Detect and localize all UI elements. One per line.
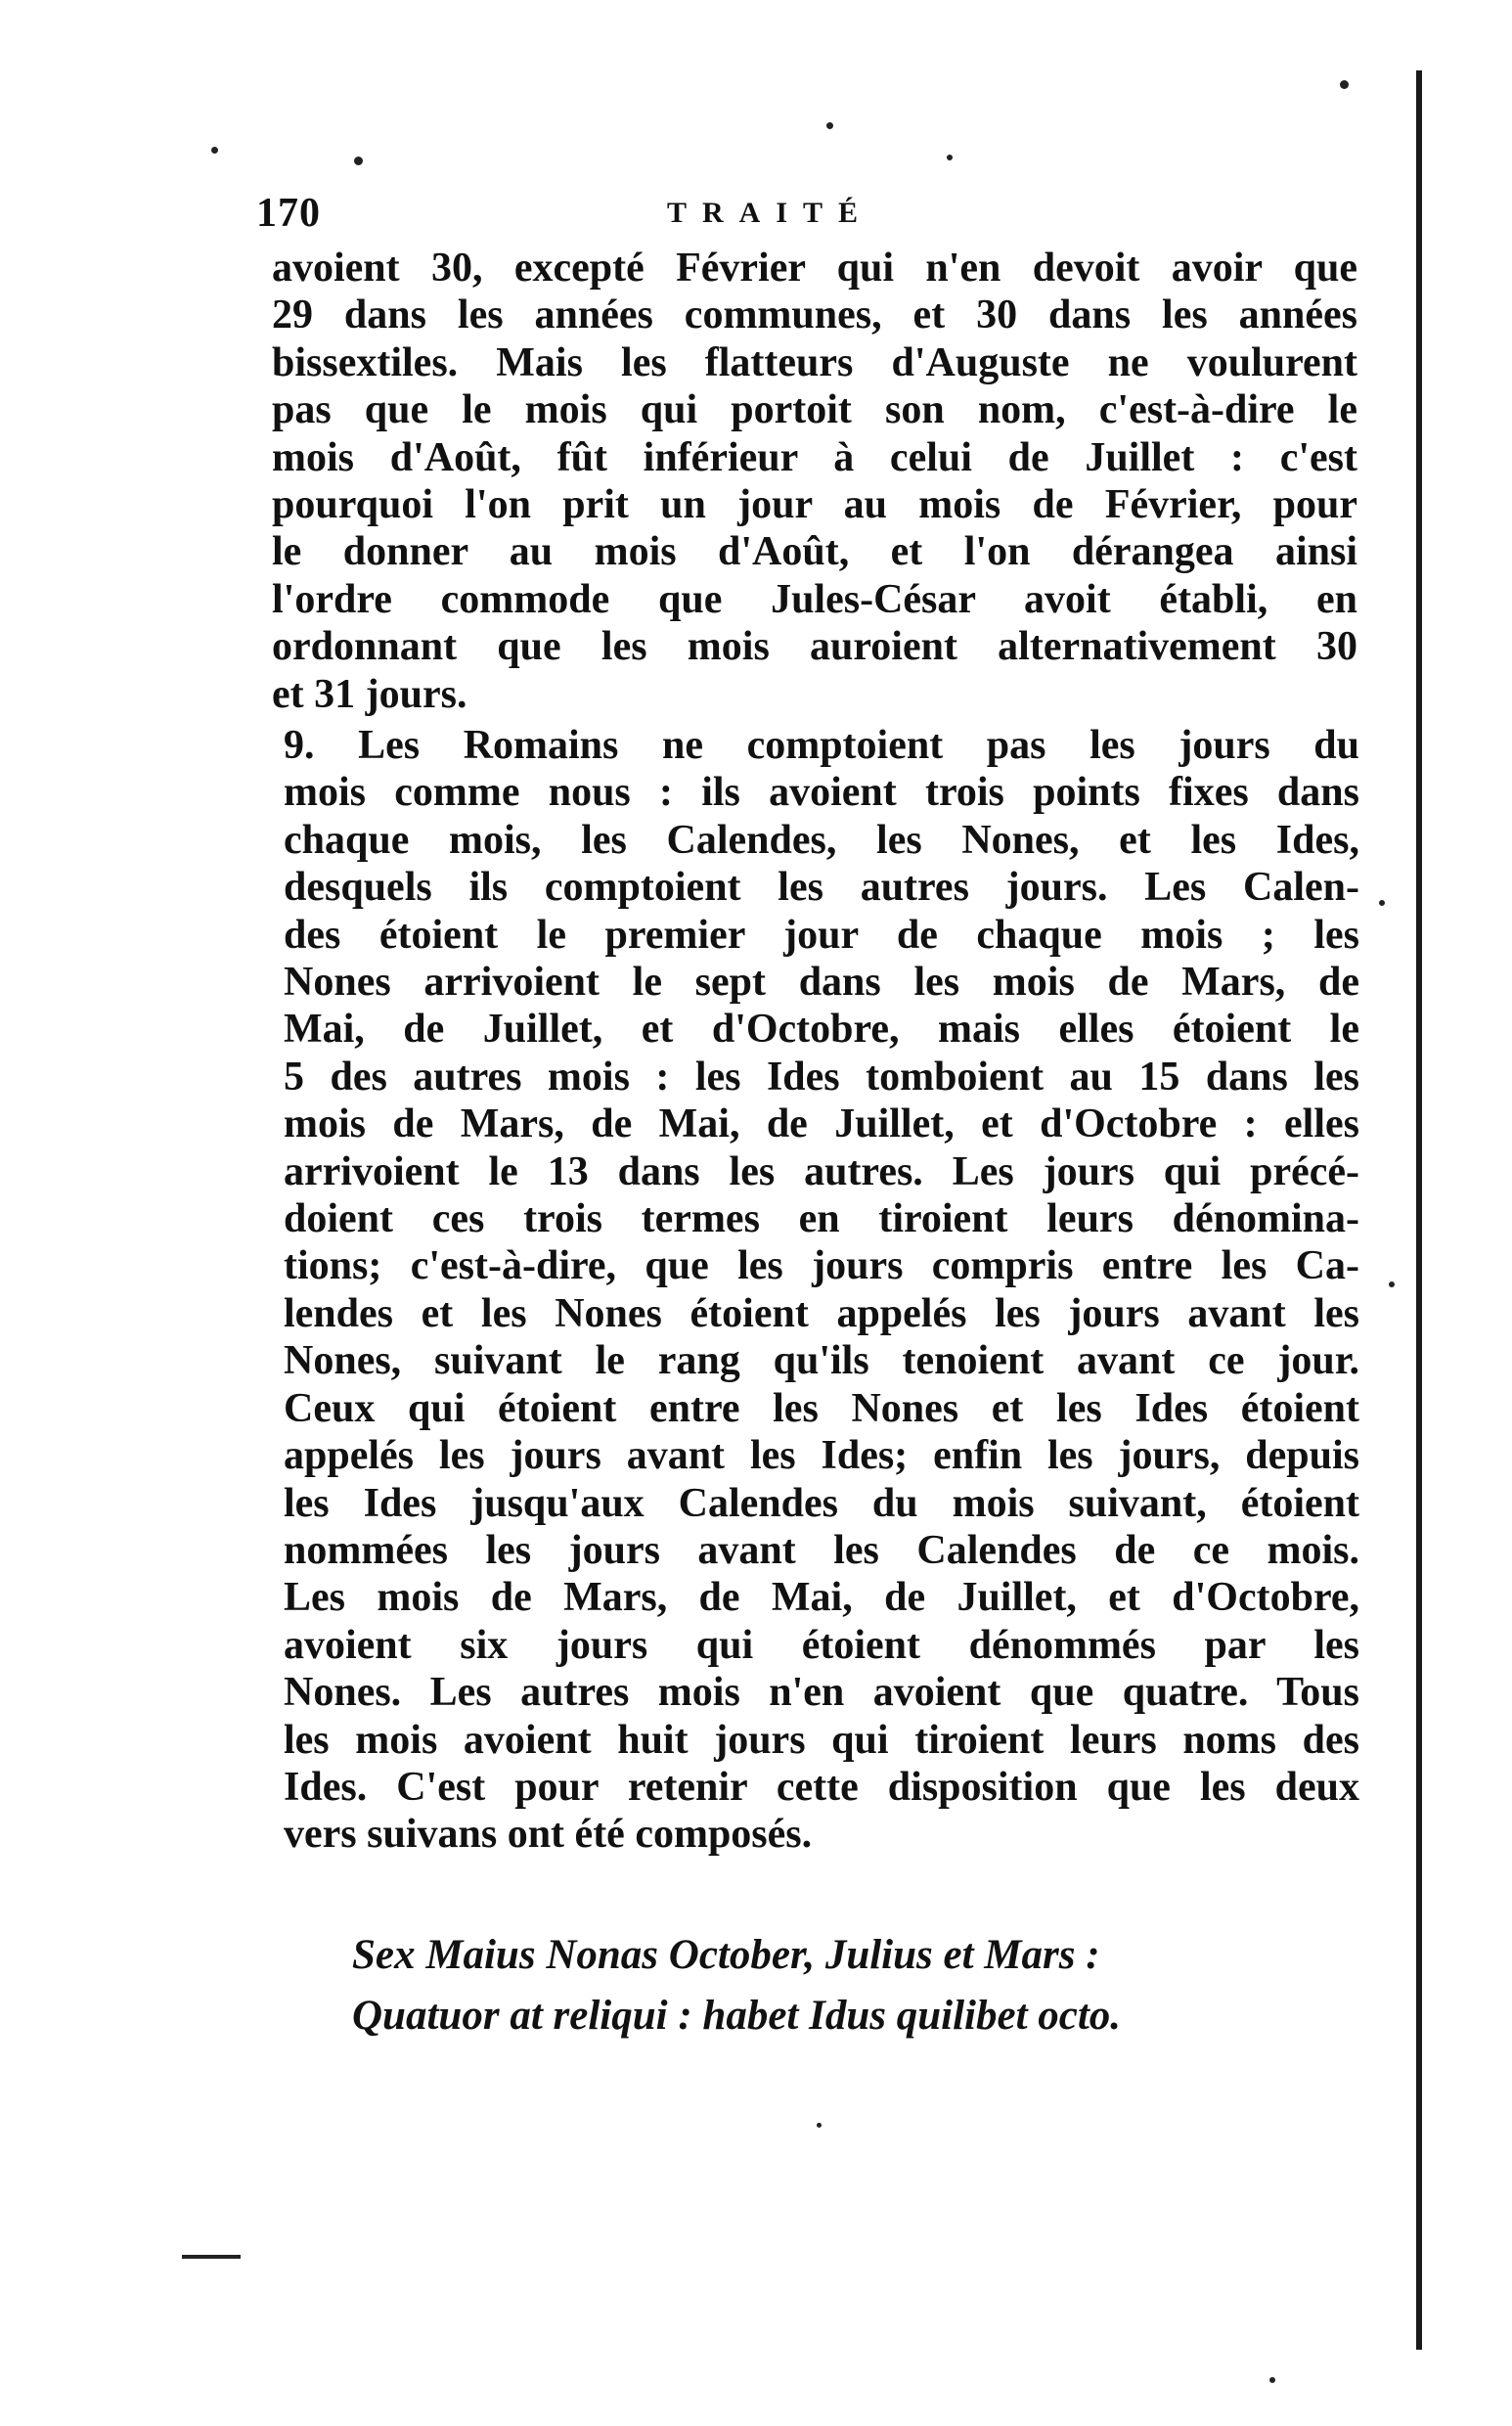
text-line: Nones arrivoient le sept dans les mois de Mars, de — [284, 960, 1359, 1006]
running-title: TRAITÉ — [667, 197, 874, 229]
text-line: Mai, de Juillet, et d'Octobre, mais elles étoient le — [284, 1007, 1359, 1053]
text-line: les Ides jusqu'aux Calendes du mois suivant, étoient — [284, 1480, 1359, 1526]
text-line: appelés les jours avant les Ides; enfin les jours, depuis — [284, 1433, 1359, 1479]
text-line: mois de Mars, de Mai, de Juillet, et d'Octobre : elles — [284, 1101, 1359, 1147]
page-edge-rule — [1416, 70, 1422, 2350]
ink-speck — [1389, 1281, 1395, 1287]
paragraph-calendar-months — [272, 245, 1357, 718]
text-line: lendes et les Nones étoient appelés les jours avant les — [284, 1290, 1359, 1336]
text-line: Nones. Les autres mois n'en avoient que quatre. Tous — [284, 1670, 1359, 1716]
verse-line: Quatuor at reliqui : habet Idus quilibet octo. — [352, 1993, 1122, 2039]
text-line: arrivoient le 13 dans les autres. Les jours qui précé- — [284, 1148, 1359, 1194]
text-line: le donner au mois d'Août, et l'on dérangea ainsi — [272, 529, 1357, 575]
text-line: doient ces trois termes en tiroient leurs dénomina- — [284, 1196, 1359, 1242]
text-line: avoient 30, excepté Février qui n'en devoit avoir que — [272, 246, 1357, 291]
ink-speck — [211, 147, 218, 154]
ink-speck — [1269, 2377, 1275, 2383]
ink-speck — [817, 2123, 822, 2128]
text-line: vers suivans ont été composés. — [284, 1812, 813, 1858]
paragraph-roman-days — [284, 722, 1359, 1859]
text-line: Les mois de Mars, de Mai, de Juillet, et d'Octobre, — [284, 1575, 1359, 1621]
text-line: tions; c'est-à-dire, que les jours compris entre les Ca- — [284, 1243, 1359, 1289]
page-header — [256, 184, 1381, 243]
text-line: mois comme nous : ils avoient trois points fixes dans — [284, 770, 1359, 816]
page-number: 170 — [256, 191, 321, 236]
latin-verses — [352, 1925, 1330, 2046]
text-line: Nones, suivant le rang qu'ils tenoient avant ce jour. — [284, 1338, 1359, 1384]
text-line: ordonnant que les mois auroient alternativement 30 — [272, 624, 1357, 670]
text-line: et 31 jours. — [272, 671, 467, 717]
text-line: pourquoi l'on prit un jour au mois de Février, pour — [272, 482, 1357, 528]
text-line: 29 dans les années communes, et 30 dans les années — [272, 292, 1357, 338]
ink-speck — [354, 157, 363, 165]
ink-speck — [826, 122, 833, 129]
margin-mark — [182, 2255, 241, 2259]
text-line: Ides. C'est pour retenir cette disposition que les deux — [284, 1764, 1359, 1810]
text-line: l'ordre commode que Jules-César avoit établi, en — [272, 576, 1357, 622]
text-line: Ceux qui étoient entre les Nones et les Ides étoient — [284, 1385, 1359, 1431]
text-line: des étoient le premier jour de chaque mois ; les — [284, 912, 1359, 958]
text-line: 9. Les Romains ne comptoient pas les jours du — [284, 723, 1359, 768]
ink-speck — [1379, 900, 1385, 906]
text-line: pas que le mois qui portoit son nom, c'est-à-dire le — [272, 387, 1357, 433]
ink-speck — [947, 155, 953, 160]
text-line: desquels ils comptoient les autres jours. Les Calen- — [284, 865, 1359, 911]
text-line: les mois avoient huit jours qui tiroient leurs noms des — [284, 1717, 1359, 1763]
text-line: 5 des autres mois : les Ides tomboient au 15 dans les — [284, 1054, 1359, 1100]
text-line: nommées les jours avant les Calendes de ce mois. — [284, 1527, 1359, 1573]
text-line: mois d'Août, fût inférieur à celui de Juillet : c'est — [272, 434, 1357, 480]
ink-speck — [1340, 80, 1349, 89]
verse-line: Sex Maius Nonas October, Julius et Mars : — [352, 1932, 1100, 1978]
text-line: bissextiles. Mais les flatteurs d'Auguste ne voulurent — [272, 339, 1357, 385]
text-line: chaque mois, les Calendes, les Nones, et les Ides, — [284, 817, 1359, 863]
text-line: avoient six jours qui étoient dénommés par les — [284, 1622, 1359, 1668]
